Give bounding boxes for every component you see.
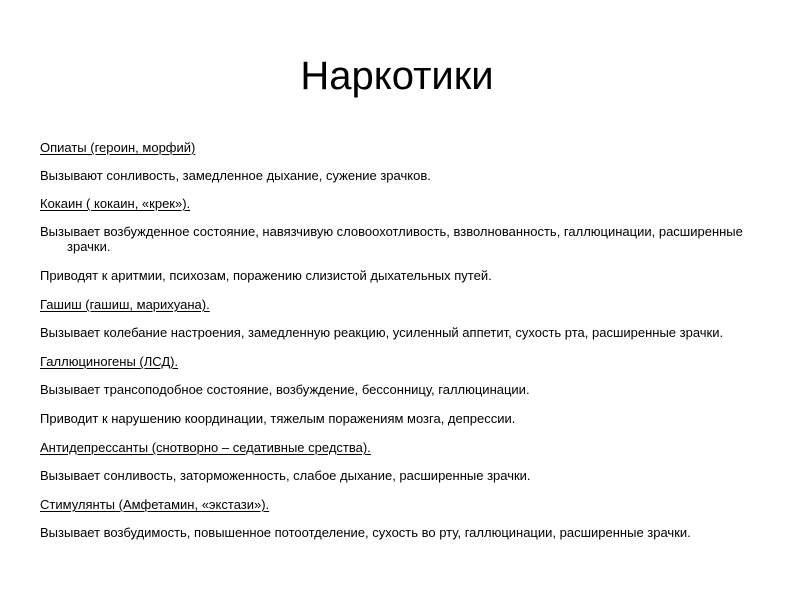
section-heading-hashish: Гашиш (гашиш, марихуана). [40, 297, 210, 312]
section-text-antidepressants-1: Вызывает сонливость, заторможенность, слабое дыхание, расширенные зрачки. [40, 468, 531, 483]
section-heading-stimulants: Стимулянты (Амфетамин, «экстази»). [40, 497, 270, 512]
section-heading-opiates: Опиаты (героин, морфий) [40, 140, 196, 155]
section-heading-antidepressants: Антидепрессанты (снотворно – седативные средства). [40, 440, 371, 455]
section-heading-cocaine: Кокаин ( кокаин, «крек»). [40, 196, 191, 211]
section-text-cocaine-1: Вызывает возбужденное состояние, навязчивую словоохотливость, взволнованность, галлюцинации, расширенные зрачки. [40, 224, 743, 254]
section-text-cocaine-2: Приводят к аритмии, психозам, поражению слизистой дыхательных путей. [40, 268, 492, 283]
slide-title [0, 52, 794, 100]
section-text-hallucinogens-1: Вызывает трансоподобное состояние, возбуждение, бессонницу, галлюцинации. [40, 382, 530, 397]
slide-title-text: Наркотики [300, 54, 494, 98]
slide-content [40, 140, 760, 540]
section-text-hashish-1: Вызывает колебание настроения, замедленную реакцию, усиленный аппетит, сухость рта, расширенные зрачки. [40, 325, 724, 340]
section-text-hallucinogens-2: Приводит к нарушению координации, тяжелым поражениям мозга, депрессии. [40, 411, 516, 426]
section-text-stimulants-1: Вызывает возбудимость, повышенное потоотделение, сухость во рту, галлюцинации, расширенные зрачки. [40, 525, 691, 540]
section-heading-hallucinogens: Галлюциногены (ЛСД). [40, 354, 179, 369]
section-text-opiates-1: Вызывают сонливость, замедленное дыхание, сужение зрачков. [40, 168, 431, 183]
